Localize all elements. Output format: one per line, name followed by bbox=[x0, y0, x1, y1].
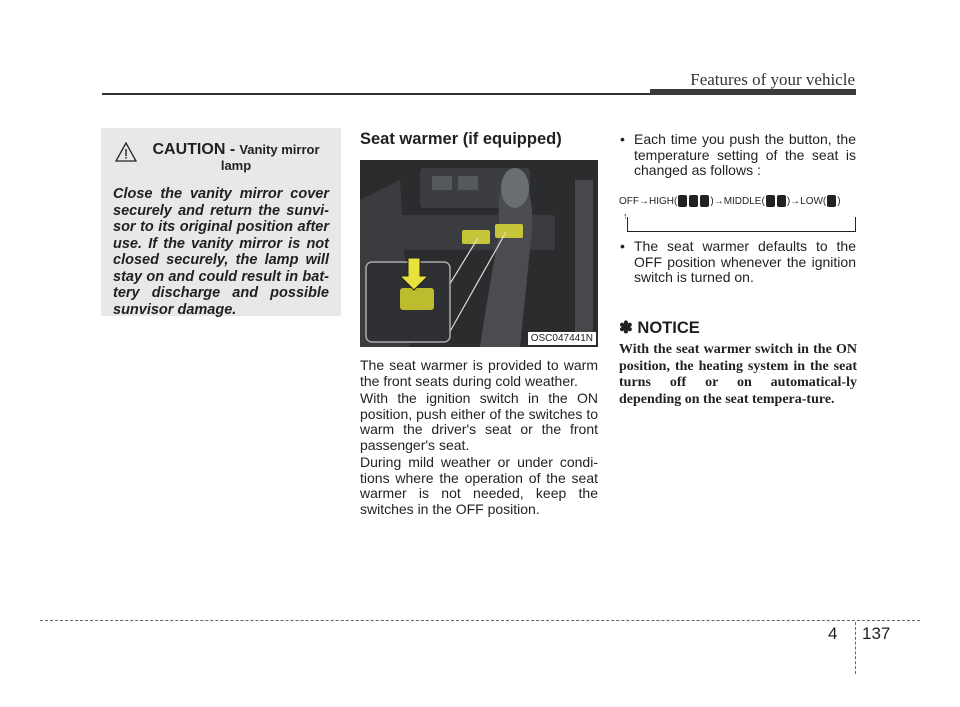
section-title: Seat warmer (if equipped) bbox=[360, 130, 562, 148]
caution-label: CAUTION - bbox=[152, 141, 236, 158]
seat-heat-icon bbox=[777, 195, 786, 207]
console-illustration bbox=[360, 160, 598, 347]
seat-warmer-paragraph-3: During mild weather or under condi-tions where the operation of the seat warmer is not needed, keep the switches in the OFF position. bbox=[360, 454, 598, 517]
seq-low: LOW( bbox=[800, 195, 827, 207]
caution-subject: Vanity mirror lamp bbox=[220, 142, 320, 173]
caution-header bbox=[109, 142, 333, 174]
seat-warmer-photo bbox=[360, 160, 598, 347]
bullet-text: The seat warmer defaults to the OFF position whenever the ignition switch is turned on. bbox=[634, 238, 856, 285]
seat-heat-icon bbox=[700, 195, 709, 207]
footer-divider bbox=[855, 622, 856, 674]
seat-warmer-paragraph-2: With the ignition switch in the ON position, push either of the switches to warm the driver's seat or the front passenger's seat. bbox=[360, 390, 598, 453]
seat-heat-icon bbox=[827, 195, 836, 207]
seat-warmer-paragraph-1: The seat warmer is provided to warm the front seats during cold weather. bbox=[360, 357, 598, 389]
caution-box bbox=[101, 128, 341, 316]
header-rule bbox=[102, 93, 650, 95]
footer-rule bbox=[40, 620, 920, 621]
seq-middle: MIDDLE( bbox=[723, 195, 765, 207]
seat-heat-icon bbox=[689, 195, 698, 207]
sequence-loop-line bbox=[627, 217, 856, 232]
chapter-number: 4 bbox=[828, 624, 838, 643]
seq-high: HIGH( bbox=[649, 195, 678, 207]
seat-warmer-section bbox=[360, 130, 598, 149]
page-number: 137 bbox=[862, 624, 891, 643]
seat-heat-icon bbox=[766, 195, 775, 207]
sequence-line: OFF → HIGH( ) → MIDDLE( ) → LOW( ) bbox=[619, 195, 841, 207]
image-label: OSC047441N bbox=[528, 332, 596, 345]
loop-arrow-icon: ↑ bbox=[623, 211, 628, 221]
header-bar bbox=[650, 89, 856, 95]
page-header-title: Features of your vehicle bbox=[690, 70, 855, 89]
temperature-sequence-diagram bbox=[619, 193, 859, 235]
bullet-text: Each time you push the button, the temperature setting of the seat is changed as follows : bbox=[634, 131, 856, 178]
bullet-item: • The seat warmer defaults to the OFF position whenever the ignition switch is turned on. bbox=[620, 238, 856, 285]
caution-title bbox=[141, 142, 331, 174]
notice-body: With the seat warmer switch in the ON position, the heating system in the seat turns off or on automatical-ly depending on the seat tempera-ture. bbox=[619, 342, 857, 407]
notice-title: ✽ NOTICE bbox=[619, 319, 700, 337]
bullet-item: • Each time you push the button, the temperature setting of the seat is changed as follows : bbox=[620, 131, 856, 178]
caution-body: Close the vanity mirror cover securely and return the sunvi-sor to its original position after use. If the vanity mirror is not closed securely, the lamp will stay on and could result in bat-tery discharge and possible sunvisor damage. bbox=[113, 186, 329, 318]
warning-triangle-icon bbox=[115, 142, 137, 162]
seat-heat-icon bbox=[678, 195, 687, 207]
seq-off: OFF bbox=[619, 195, 639, 207]
